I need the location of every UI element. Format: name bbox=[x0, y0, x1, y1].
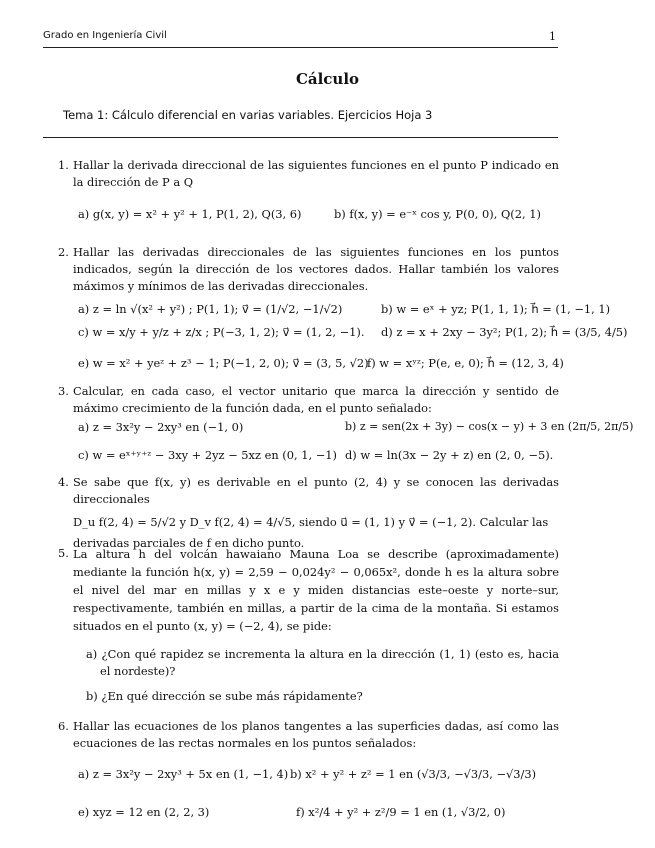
exercise-item: e) xyz = 12 en (2, 2, 3) bbox=[78, 805, 210, 819]
exercise-item: c) w = eˣ⁺ʸ⁺ᶻ − 3xy + 2yz − 5xz en (0, 1, −1) bbox=[78, 448, 337, 462]
exercise-statement: Hallar la derivada direccional de las siguientes funciones en el punto P indicado en la dirección de P a Q bbox=[73, 158, 559, 189]
exercise-statement: Calcular, en cada caso, el vector unitario que marca la dirección y sentido de máximo crecimiento de la función dada, en el punto señalado: bbox=[73, 384, 559, 415]
exercise-6 bbox=[58, 718, 559, 752]
exercise-item: e) w = x² + yeᶻ + z³ − 1; P(−1, 2, 0); v⃗ = (3, 5, √2) bbox=[78, 356, 369, 370]
exercise-number: 5. bbox=[58, 546, 69, 560]
exercise-item: a) z = ln √(x² + y²) ; P(1, 1); v⃗ = (1/√2, −1/√2) bbox=[78, 302, 343, 316]
subtitle-rule bbox=[43, 137, 558, 138]
exercise-statement: La altura h del volcán hawaiano Mauna Loa se describe (aproximadamente) mediante la función h(x, y) = 2,59 − 0,024y² − 0,065x², donde h es la altura sobre el nivel del mar en millas y x e y miden distancias este–oeste y norte–sur, respectivamente, también en millas, a partir de la cima de la montaña. Si estamos situados en el punto (x, y) = (−2, 4), se pide: bbox=[73, 547, 559, 633]
exercise-item: b) f(x, y) = e⁻ˣ cos y, P(0, 0), Q(2, 1) bbox=[334, 207, 541, 221]
exercise-item: b) w = eˣ + yz; P(1, 1, 1); h⃗ = (1, −1, 1) bbox=[381, 302, 611, 316]
exercise-statement-line: D_u f(2, 4) = 5/√2 y D_v f(2, 4) = 4/√5, siendo u⃗ = (1, 1) y v⃗ = (−1, 2). Calcular las bbox=[73, 515, 549, 529]
exercise-item: a) g(x, y) = x² + y² + 1, P(1, 2), Q(3, 6) bbox=[78, 207, 302, 221]
exercise-item: b) z = sen(2x + 3y) − cos(x − y) + 3 en (2π/5, 2π/5) bbox=[345, 420, 634, 433]
exercise-number: 6. bbox=[58, 719, 69, 733]
exercise-item: a) z = 3x²y − 2xy³ + 5x en (1, −1, 4) bbox=[78, 767, 289, 781]
running-header-course: Grado en Ingeniería Civil bbox=[43, 30, 167, 41]
exercise-statement-line: Se sabe que f(x, y) es derivable en el punto (2, 4) y se conocen las derivadas direccionales bbox=[73, 475, 559, 506]
exercise-number: 4. bbox=[58, 475, 69, 489]
exercise-3 bbox=[58, 383, 559, 417]
exercise-1 bbox=[58, 157, 559, 191]
exercise-item: d) z = x + 2xy − 3y²; P(1, 2); h⃗ = (3/5, 4/5) bbox=[381, 325, 628, 339]
exercise-item: b) x² + y² + z² = 1 en (√3/3, −√3/3, −√3/3) bbox=[290, 767, 537, 781]
exercise-item: c) w = x/y + y/z + z/x ; P(−3, 1, 2); v⃗ = (1, 2, −1). bbox=[78, 325, 365, 339]
page-subtitle: Tema 1: Cálculo diferencial en varias variables. Ejercicios Hoja 3 bbox=[63, 108, 433, 122]
exercise-5 bbox=[58, 545, 559, 635]
page-title: Cálculo bbox=[295, 70, 360, 88]
exercise-item: f) x²/4 + y² + z²/9 = 1 en (1, √3/2, 0) bbox=[296, 805, 506, 819]
exercise-number: 2. bbox=[58, 245, 69, 259]
exercise-number: 1. bbox=[58, 158, 69, 172]
exercise-item: a) z = 3x²y − 2xy³ en (−1, 0) bbox=[78, 420, 244, 434]
exercise-statement-line: derivadas parciales de f en dicho punto. bbox=[73, 536, 305, 550]
exercise-statement: Hallar las derivadas direccionales de las siguientes funciones en los puntos indicados, según la dirección de los vectores dados. Hallar también los valores máximos y mínimos de las derivadas direccionales. bbox=[73, 245, 559, 293]
exercise-item: f) w = xʸᶻ; P(e, e, 0); h⃗ = (12, 3, 4) bbox=[367, 356, 564, 370]
exercise-item: d) w = ln(3x − 2y + z) en (2, 0, −5). bbox=[345, 448, 554, 462]
header-rule bbox=[43, 47, 558, 48]
exercise-item: b) ¿En qué dirección se sube más rápidamente? bbox=[86, 689, 363, 703]
exercise-2 bbox=[58, 244, 559, 295]
exercise-statement: Hallar las ecuaciones de los planos tangentes a las superficies dadas, así como las ecuaciones de las rectas normales en los puntos señalados: bbox=[73, 719, 559, 750]
exercise-item: a) ¿Con qué rapidez se incrementa la altura en la dirección (1, 1) (esto es, hacia el nordeste)? bbox=[86, 647, 559, 678]
page-number: 1 bbox=[549, 30, 556, 43]
exercise-number: 3. bbox=[58, 384, 69, 398]
exercise-4 bbox=[58, 474, 559, 552]
